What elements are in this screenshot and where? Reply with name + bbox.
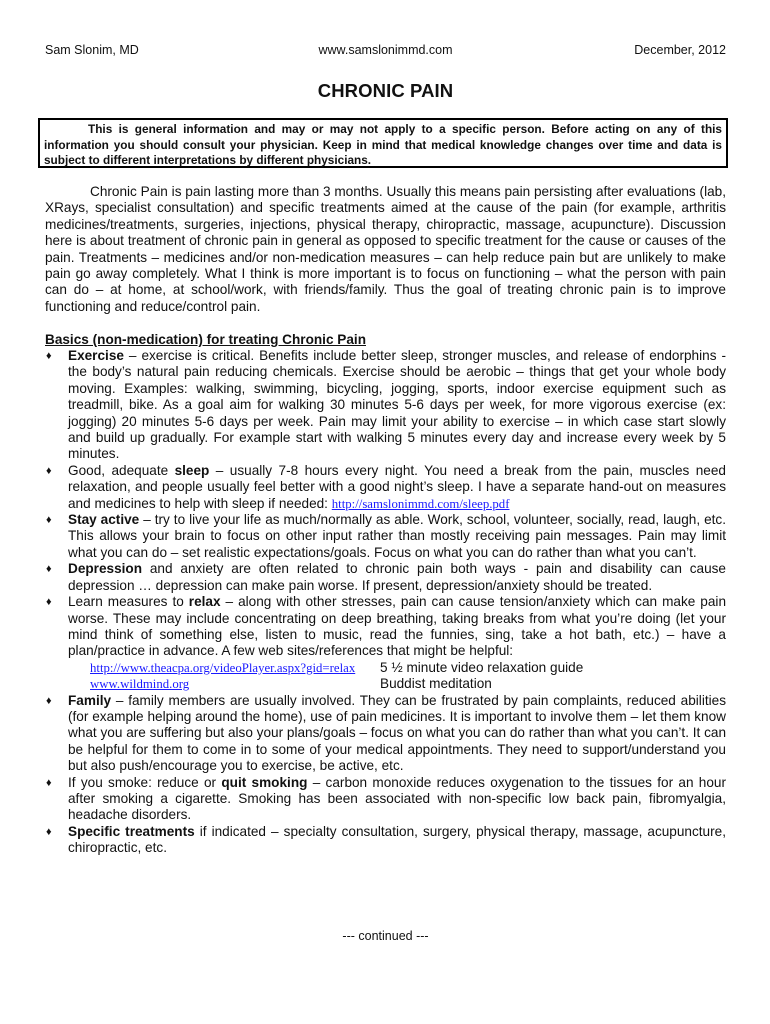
diamond-bullet-icon: ♦ (46, 350, 52, 362)
bullet-list (45, 348, 726, 857)
diamond-bullet-icon: ♦ (46, 596, 52, 609)
item-pre-text: Learn measures to (68, 594, 189, 610)
item-bold-term: Family (68, 692, 112, 708)
author-name: Sam Slonim, MD (45, 43, 139, 57)
item-bold-term: Depression (68, 561, 143, 577)
reference-row (68, 660, 726, 676)
item-text: – usually 7-8 hours every night. You need a break from the pain, muscles need relaxation, and people usually feel better with a good night’s sleep. I have a separate hand-out on measures and medicines to help with sleep if needed: (68, 462, 726, 511)
item-pre-text: Good, adequate (68, 462, 175, 478)
reference-description: Buddist meditation (380, 676, 492, 692)
document-date: December, 2012 (634, 43, 726, 57)
item-text: – exercise is critical. Benefits include better sleep, stronger muscles, and release of endorphins - the body’s natural pain reducing chemicals. Exercise should be aerobic – things that get your whole body moving. Examples: walking, swimming, bicycling, jogging, sports, indoor exercise equipment such as treadmill, bike. As a goal aim for walking 30 minutes 5-6 days per week, for more vigorous exercise (ex: jogging) 20 minutes 5-6 days per week. Pain may limit your ability to exercise – in which case start slowly and build up gradually. For example start with walking 5 minutes every day and increase every week by 5 minutes. (68, 348, 726, 462)
item-bold-term: quit smoking (221, 774, 308, 790)
sleep-handout-link[interactable]: http://samslonimmd.com/sleep.pdf (331, 496, 510, 511)
list-item-family (45, 693, 726, 775)
item-bold-term: Exercise (68, 348, 124, 363)
diamond-bullet-icon: ♦ (46, 825, 52, 838)
disclaimer-box (38, 118, 728, 168)
reference-list (68, 660, 726, 693)
reference-row (68, 676, 726, 692)
item-text: if indicated – specialty consultation, surgery, physical therapy, massage, acupuncture, chiropractic, etc. (68, 823, 726, 856)
list-item-sleep (45, 463, 726, 512)
intro-text: Chronic Pain is pain lasting more than 3 months. Usually this means pain persisting after evaluations (lab, XRays, specialist consultation) and specific treatments aimed at the cause of the pain (for example, arthritis medicines/treatments, surgeries, injections, physical therapy, chiropractic, massage, acupuncture). Discussion here is about treatment of chronic pain in general as opposed to specific treatment for the cause or causes of the pain. Treatments – medicines and/or non-medication measures – can help reduce pain but are unlikely to make pain go away completely. What I think is more important is to focus on functioning – what the person with pain can do – at home, at school/work, with friends/family. Thus the goal of treating chronic pain is to improve functioning and reduce/control pain. (45, 184, 726, 314)
item-bold-term: Specific treatments (68, 823, 195, 839)
continued-footer: --- continued --- (342, 929, 429, 943)
reference-description: 5 ½ minute video relaxation guide (380, 659, 584, 675)
list-item-exercise (45, 348, 726, 463)
disclaimer-text: This is general information and may or may not apply to a specific person. Before acting on any of this information you should consult your physician. Keep in mind that medical knowledge changes over time and data is subject to different interpretations by different physicians. (44, 122, 722, 167)
diamond-bullet-icon: ♦ (46, 694, 52, 707)
list-item-stay-active (45, 512, 726, 561)
section-heading: Basics (non-medication) for treating Chronic Pain (45, 332, 366, 347)
list-item-relax (45, 594, 726, 692)
acpa-video-link[interactable]: http://www.theacpa.org/videoPlayer.aspx?gid=relax (90, 660, 356, 675)
list-item-specific-treatments (45, 824, 726, 857)
item-bold-term: Stay active (68, 512, 140, 528)
item-bold-term: relax (188, 594, 221, 610)
item-pre-text: If you smoke: reduce or (68, 774, 222, 790)
diamond-bullet-icon: ♦ (46, 514, 52, 527)
item-text: – carbon monoxide reduces oxygenation to the tissues for an hour after smoking a cigarette. Smoking has been associated with non-specific low back pain, fibromyalgia, headache disorders. (68, 774, 726, 823)
item-text: – along with other stresses, pain can cause tension/anxiety which can make pain worse. These may include concentrating on deep breathing, taking breaks from what you’re doing (let your mind think of something else, listen to music, read the funnies, sing, take a hot bath, etc.) – have a plan/practice in advance. A few web sites/references that might be helpful: (68, 594, 727, 659)
item-text: and anxiety are often related to chronic pain both ways - pain and disability can cause depression … depression can make pain worse. If present, depression/anxiety should be treated. (68, 561, 726, 593)
diamond-bullet-icon: ♦ (46, 776, 52, 789)
page-header (45, 43, 726, 61)
website: www.samslonimmd.com (318, 43, 453, 57)
diamond-bullet-icon: ♦ (46, 563, 52, 576)
diamond-bullet-icon: ♦ (46, 464, 52, 477)
item-text: – try to live your life as much/normally as able. Work, school, volunteer, socially, read, laugh, etc. This allows your brain to focus on other input rather than mostly receiving pain messages. Pain may limit what you can do – set realistic expectations/goals. Focus on what you can do rather than what you can’t. (68, 512, 726, 560)
wildmind-link[interactable]: www.wildmind.org (90, 677, 190, 692)
intro-paragraph (45, 184, 726, 315)
item-text: – family members are usually involved. They can be frustrated by pain complaints, reduced abilities (for example helping around the home), use of pain medicines. It is important to involve them – let them know what you are suffering but also your plans/goals – focus on what you can do rather than what you can’t. It can be helpful for them to come in to some of your medical appointments. They need to support/understand you but also push/encourage you to exercise, be active, etc. (68, 692, 726, 774)
list-item-depression (45, 561, 726, 594)
list-item-quit-smoking (45, 775, 726, 824)
page-title: CHRONIC PAIN (317, 80, 454, 101)
item-bold-term: sleep (174, 462, 210, 478)
